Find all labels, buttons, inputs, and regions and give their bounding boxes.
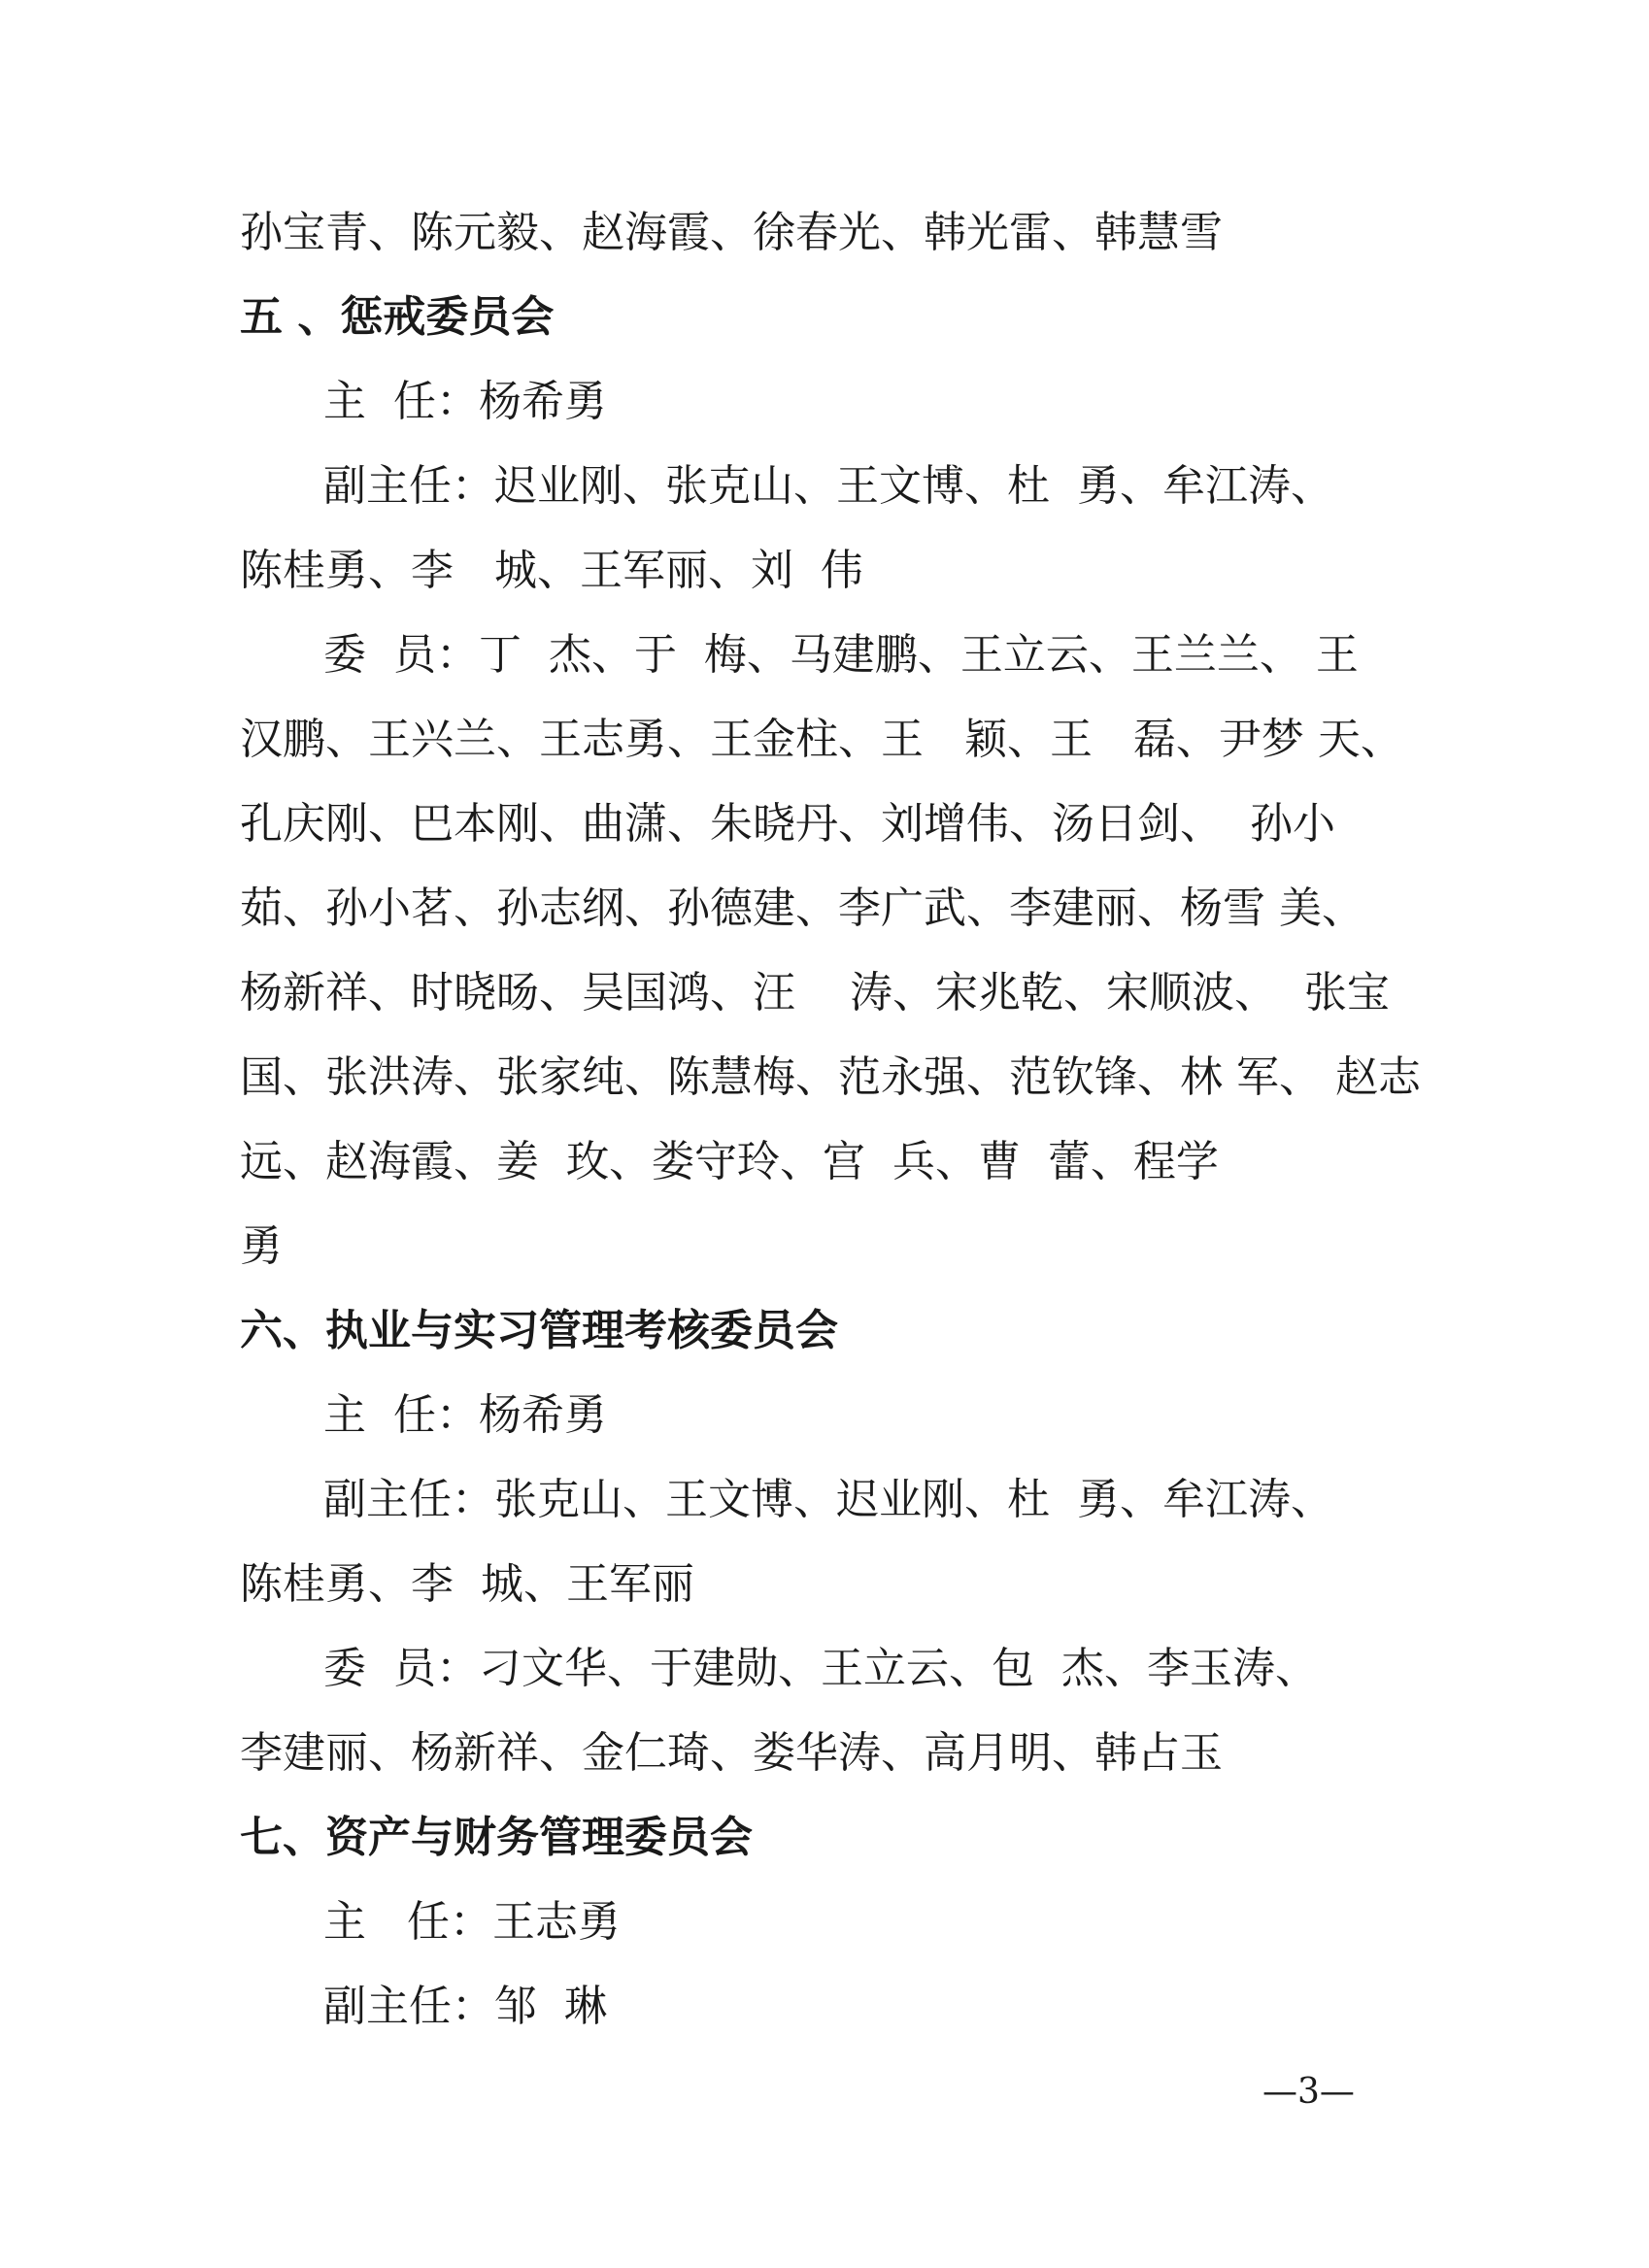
text-line: 副主任：邹 琳 [323,1982,607,2031]
section-heading-6: 六、执业与实习管理考核委员会 [240,1306,838,1355]
text-line: 杨新祥、时晓旸、吴国鸿、汪 涛、宋兆乾、宋顺波、 张宝 [240,968,1390,1017]
text-line: 孙宝青、陈元毅、赵海霞、徐春光、韩光雷、韩慧雪 [240,208,1223,257]
text-line: 国、张洪涛、张家纯、陈慧梅、范永强、范钦锋、林 军、 赵志 [240,1052,1421,1102]
section-heading-7: 七、资产与财务管理委员会 [240,1813,753,1862]
text-line: 孔庆刚、巴本刚、曲潇、朱晓丹、刘增伟、汤日剑、 孙小 [240,799,1335,849]
text-line: 陈桂勇、李 城、王军丽 [240,1559,694,1609]
text-line: 委 员：丁 杰、于 梅、马建鹏、王立云、王兰兰、 王 [323,630,1359,680]
text-line: 陈桂勇、李 城、王军丽、刘 伟 [240,546,863,595]
text-line: 茹、孙小茗、孙志纲、孙德建、李广武、李建丽、杨雪 美、 [240,884,1364,933]
text-line: 主 任：王志勇 [323,1897,621,1947]
text-line: 委 员：刁文华、于建勋、王立云、包 杰、李玉涛、 [323,1644,1318,1693]
text-line: 副主任：张克山、王文博、迟业刚、杜 勇、牟江涛、 [323,1475,1333,1524]
text-line: 主 任：杨希勇 [323,1390,607,1440]
page-number: —3— [1262,2072,1355,2112]
section-heading-5: 五 、惩戒委员会 [240,292,555,342]
text-line: 汉鹏、王兴兰、王志勇、王金柱、王 颖、王 磊、尹梦 天、 [240,715,1403,764]
text-line: 主 任：杨希勇 [323,377,607,426]
text-line: 勇 [240,1221,283,1271]
text-line: 李建丽、杨新祥、金仁琦、娄华涛、高月明、韩占玉 [240,1728,1223,1778]
text-line: 远、赵海霞、姜 玫、娄守玲、宫 兵、曹 蕾、程学 [240,1137,1219,1186]
text-line: 副主任：迟业刚、张克山、王文博、杜 勇、牟江涛、 [323,461,1333,511]
